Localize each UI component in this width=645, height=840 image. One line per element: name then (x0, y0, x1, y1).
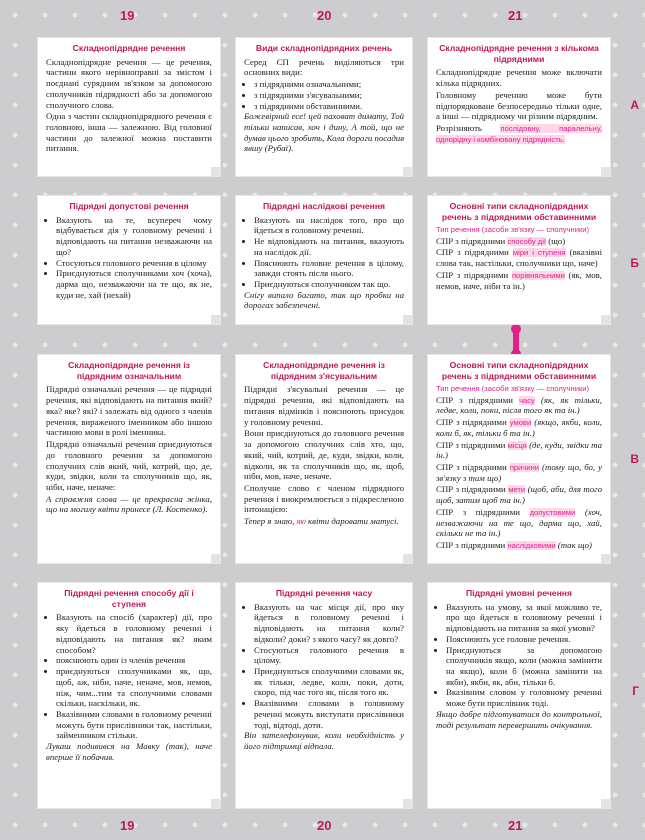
card-paragraph: Одна з частин складнопідрядного речення є головною, інша — залежною. Від головної частини до залежної можна поставити питання. (46, 111, 212, 154)
card-paragraph: Сполучне слово є членом підрядного речення і виокремлюється з підкресленою інтонацією: (244, 482, 404, 515)
type-label: СПР з підрядними (436, 540, 506, 551)
page-number-mid-bottom: 20 (317, 818, 332, 833)
card-types-of-complex-sentences (236, 38, 412, 176)
type-key: допустовими (529, 507, 576, 517)
type-label: СПР з підрядними (436, 462, 507, 473)
list-item: • Пояснюють головне речення в цілому, завжди стоять після нього. (254, 258, 404, 279)
type-connectors: (що) (548, 235, 566, 246)
row-label-g: Г (632, 684, 639, 698)
type-row (436, 247, 602, 268)
card-paragraph: Серед СП речень виділяються три основних види: (244, 56, 404, 78)
list-item: • приєднуються сполучниками як, що, щоб, аж, ніби, наче, неначе, мов, немов, ніж, чим...тим та сполучними словами скільки, наскільки, як. (56, 666, 212, 709)
type-row (436, 462, 602, 483)
type-label: СПР з підрядними (436, 247, 509, 258)
card-title: Види складнопідрядних речень (255, 43, 393, 53)
card-title: Складнопідрядне речення із підрядним означальним (68, 360, 190, 381)
type-row (436, 395, 602, 416)
page-number-right-top: 21 (508, 8, 523, 23)
list-item: • Приєднуються сполучниками хоч (хоча), дарма що, незважаючи на те що, як не, куди не, хай (нехай) (56, 268, 212, 300)
card-title: Підрядні наслідкові речення (262, 201, 386, 211)
card-title: Підрядні речення способу дії і ступеня (64, 588, 194, 609)
card-adverbial-types-1 (428, 196, 610, 324)
table-subtitle: Тип речення (засоби зв'язку — сполучники) (436, 225, 590, 235)
card-manner-degree-clauses (38, 583, 220, 808)
list-item: • Вказують на спосіб (характер) дії, про яку йдеться в головному реченні і відповідають на питання як? яким способом? (56, 612, 212, 655)
type-key: міри і ступеня (512, 248, 566, 258)
card-conditional-clauses (428, 583, 610, 808)
features-list (244, 215, 404, 290)
card-paragraph: Вони приєднуються до головного речення за допомогою сполучних слів хто, що, який, чий, котрий, де, куди, звідки, коли, відколи, як та сполучників що, як, щоб, ніби, мов, наче, неначе. (244, 428, 404, 482)
card-paragraph: Складнопідрядне речення — це речення, частини якого нерівноправні за змістом і поєднані сурядним зв'язком за допомогою сполучників підрядності або за допомогою сполучного слова. (46, 56, 212, 110)
type-key: мети (508, 485, 526, 495)
card-title: Складнопідрядне речення із підрядним з'ясувальним (263, 360, 385, 381)
type-connectors: (як, мов, немов, наче, ніби та ін.) (436, 269, 602, 291)
list-item: • Стосуються головного речення в цілому (56, 258, 212, 269)
example-text: А справжня слова — це прекрасна жінка, що на могилу квіти принесе (Л. Костенко). (46, 493, 212, 515)
type-connectors: (де, куди, звідки та ін.) (436, 439, 602, 461)
page-number-mid-top: 20 (317, 8, 332, 23)
type-label: СПР з підрядними (436, 235, 506, 246)
type-key: порівняльними (511, 270, 565, 280)
row-label-v: В (630, 452, 639, 466)
type-row (436, 540, 602, 551)
card-adverbial-types-2 (428, 355, 610, 563)
card-concessive-clauses (38, 196, 220, 324)
example-text: Божевірний есе! цей паховат димату, Той тільки написав, хоч і дину, А той, що не думав цього зробить, Кола дороги посадив явшу (Рубаї). (244, 111, 405, 154)
type-row (436, 236, 602, 247)
type-key: часу (519, 395, 535, 405)
card-paragraph: Складнопідрядне речення може включати кілька підрядних. (436, 67, 602, 89)
card-title: Основні типи складнопідрядних речень з підрядними обставинними (441, 201, 597, 222)
list-item: • Вказують на час місця дії, про яку йдеться в головному реченні і відповідають на питання коли? відколи? доки? з якого часу? як довго? (254, 602, 404, 645)
example-keyword: які (296, 517, 306, 527)
card-multiple-subordinate (428, 38, 610, 176)
list-item: • Приєднуються сполучником так що. (254, 279, 404, 290)
list-item: • з підрядними обставинними. (254, 101, 404, 112)
features-list (46, 215, 212, 301)
card-paragraph: Підрядні означальні речення приєднуються до головного речення за допомогою сполучних слів який, чий, котрий, що, де, куди, звідки, коли та сполучників що, як, ніби, наче, неначе: (46, 439, 212, 492)
features-list (244, 602, 404, 731)
example-part: квіти даровати матусі. (308, 516, 399, 527)
card-consequence-clauses (236, 196, 412, 324)
card-paragraph: Підрядні з'ясувальні речення — це підрядні речення, які відповідають на питання відмінків і пояснюють присудок у головному реченні. (244, 384, 404, 427)
list-item: • Вказівним словом у головному реченні може бути прислівник тоді. (446, 687, 602, 708)
features-list (436, 602, 602, 709)
card-time-clauses (236, 583, 412, 808)
type-connectors: (вказівні слова так, настільки, сполучники що, наче) (436, 247, 603, 269)
page-number-right-bottom: 21 (508, 818, 523, 833)
card-title: Підрядні допустові речення (69, 201, 189, 211)
type-row (436, 484, 602, 505)
type-label: СПР з підрядними (436, 439, 506, 450)
card-complex-sentence (38, 38, 220, 176)
type-row (436, 440, 602, 461)
highlight-text: послідовну, паралельну, однорідну і комбіновану підрядність. (436, 124, 602, 144)
list-item: • Не відповідають на питання, вказують на наслідок дії. (254, 236, 404, 257)
type-row (436, 270, 602, 291)
features-list (46, 612, 212, 741)
type-key: місця (507, 440, 527, 450)
example-text: Снігу випало багато, так що пробки на дорогах забезпечені. (244, 289, 404, 311)
card-title: Складнопідрядне речення (72, 43, 186, 53)
page-number-left-bottom: 19 (120, 818, 135, 833)
type-row (436, 507, 602, 539)
list-item: • Вказівними словами в головному реченні можуть виступати прислівники тоді, відтоді, доти. (254, 698, 404, 730)
list-item: • з підрядними означальними; (254, 79, 404, 90)
list-item: • Пояснюють усе головне речення. (446, 634, 602, 645)
example-text: Він зателефонував, коли необхідність у його підтримці відпала. (244, 730, 404, 752)
card-paragraph (436, 123, 602, 144)
list-item: • Вказують на наслідок того, про що йдеться в головному реченні. (254, 215, 404, 236)
type-connectors: (щоб, аби, для того щоб, затим щоб та ін.) (436, 484, 602, 506)
list-item: • Стосуються головного речення в цілому. (254, 645, 404, 666)
card-title: Основні типи складнопідрядних речень з підрядними обставинними (441, 360, 597, 381)
card-paragraph: Головному реченню може бути підпорядковане безпосередньо тільки одне, а інші — підрядному чи різним підрядним. (436, 89, 602, 122)
type-label: СПР з підрядними (436, 484, 506, 495)
types-list (244, 79, 404, 111)
card-attributive-clause (38, 355, 220, 563)
type-connectors: (як, як тільки, ледве, коли, поки, після того як та ін.) (436, 394, 602, 416)
list-item: • з підрядними з'ясувальними; (254, 90, 404, 101)
list-item: • Вказівними словами в головному реченні можуть бути прислівники так, настільки, займенником стільки. (56, 709, 212, 741)
card-title: Складнопідрядне речення з кількома підрядними (439, 43, 599, 64)
list-item: • Вказують на те, всупереч чому відбувається дія у головному реченні і відповідають на питання незважаючи на що? (56, 215, 212, 258)
list-item: • Вказують на умову, за якої можливо те, про що йдеться в головному реченні і відповідають на питання за якої умови? (446, 602, 602, 634)
text: Розрізняють (436, 123, 482, 134)
card-explanatory-clause (236, 355, 412, 563)
card-paragraph: Підрядні означальні речення — це підрядні речення, які відповідають на питання який? яка? яке? які? і залежать від одного з членів речення, вираженого іменником або іншою частиною мови в ролі іменника. (46, 384, 212, 438)
example-text: Лукаш подивився на Мавку (так), наче вперше її побачив. (46, 741, 212, 762)
type-label: СПР з підрядними (436, 394, 513, 405)
example-text: Якщо добре підготуватися до контрольної, тоді результат перевершить очікування. (436, 708, 602, 730)
type-row (436, 417, 602, 438)
list-item: • Приєднуються сполучними словами як, як тільки, ледве, коли, поки, доти, скоро, під час того як, після того як. (254, 666, 404, 698)
page-number-left-top: 19 (120, 8, 135, 23)
card-title: Підрядні речення часу (275, 588, 373, 598)
list-item: • Приєднуються за допомогою сполучників якщо, коли (можна замінити на якщо), коли б (можна замінити на якби), якби, як, аби, тільки б. (446, 645, 602, 688)
type-key: умови (509, 418, 532, 428)
row-label-a: А (630, 98, 639, 112)
type-label: СПР з підрядними (436, 506, 520, 517)
type-key: наслідковими (507, 541, 556, 551)
row-label-b: Б (630, 256, 639, 270)
example-part: Тепер я знаю, (244, 516, 295, 527)
type-label: СПР з підрядними (436, 269, 509, 280)
card-title: Підрядні умовні речення (466, 588, 572, 598)
type-label: СПР з підрядними (436, 417, 507, 428)
table-subtitle: Тип речення (засоби зв'язку — сполучники) (436, 384, 590, 394)
list-item: • пояснюють один із членів речення (56, 655, 212, 666)
type-connectors: (тому що, бо, у зв'язку з тим що) (436, 462, 603, 483)
type-key: способу дії (507, 236, 546, 246)
type-key: причини (509, 463, 540, 473)
type-connectors: (так що) (557, 540, 592, 551)
example-text (244, 516, 404, 527)
type-connectors: (хоч, незважаючи на те що, дарма що, хай, скільки не та ін.) (436, 506, 603, 539)
type-connectors: (якщо, якби, коли, коли б, як, тільки б та ін.) (436, 417, 603, 438)
